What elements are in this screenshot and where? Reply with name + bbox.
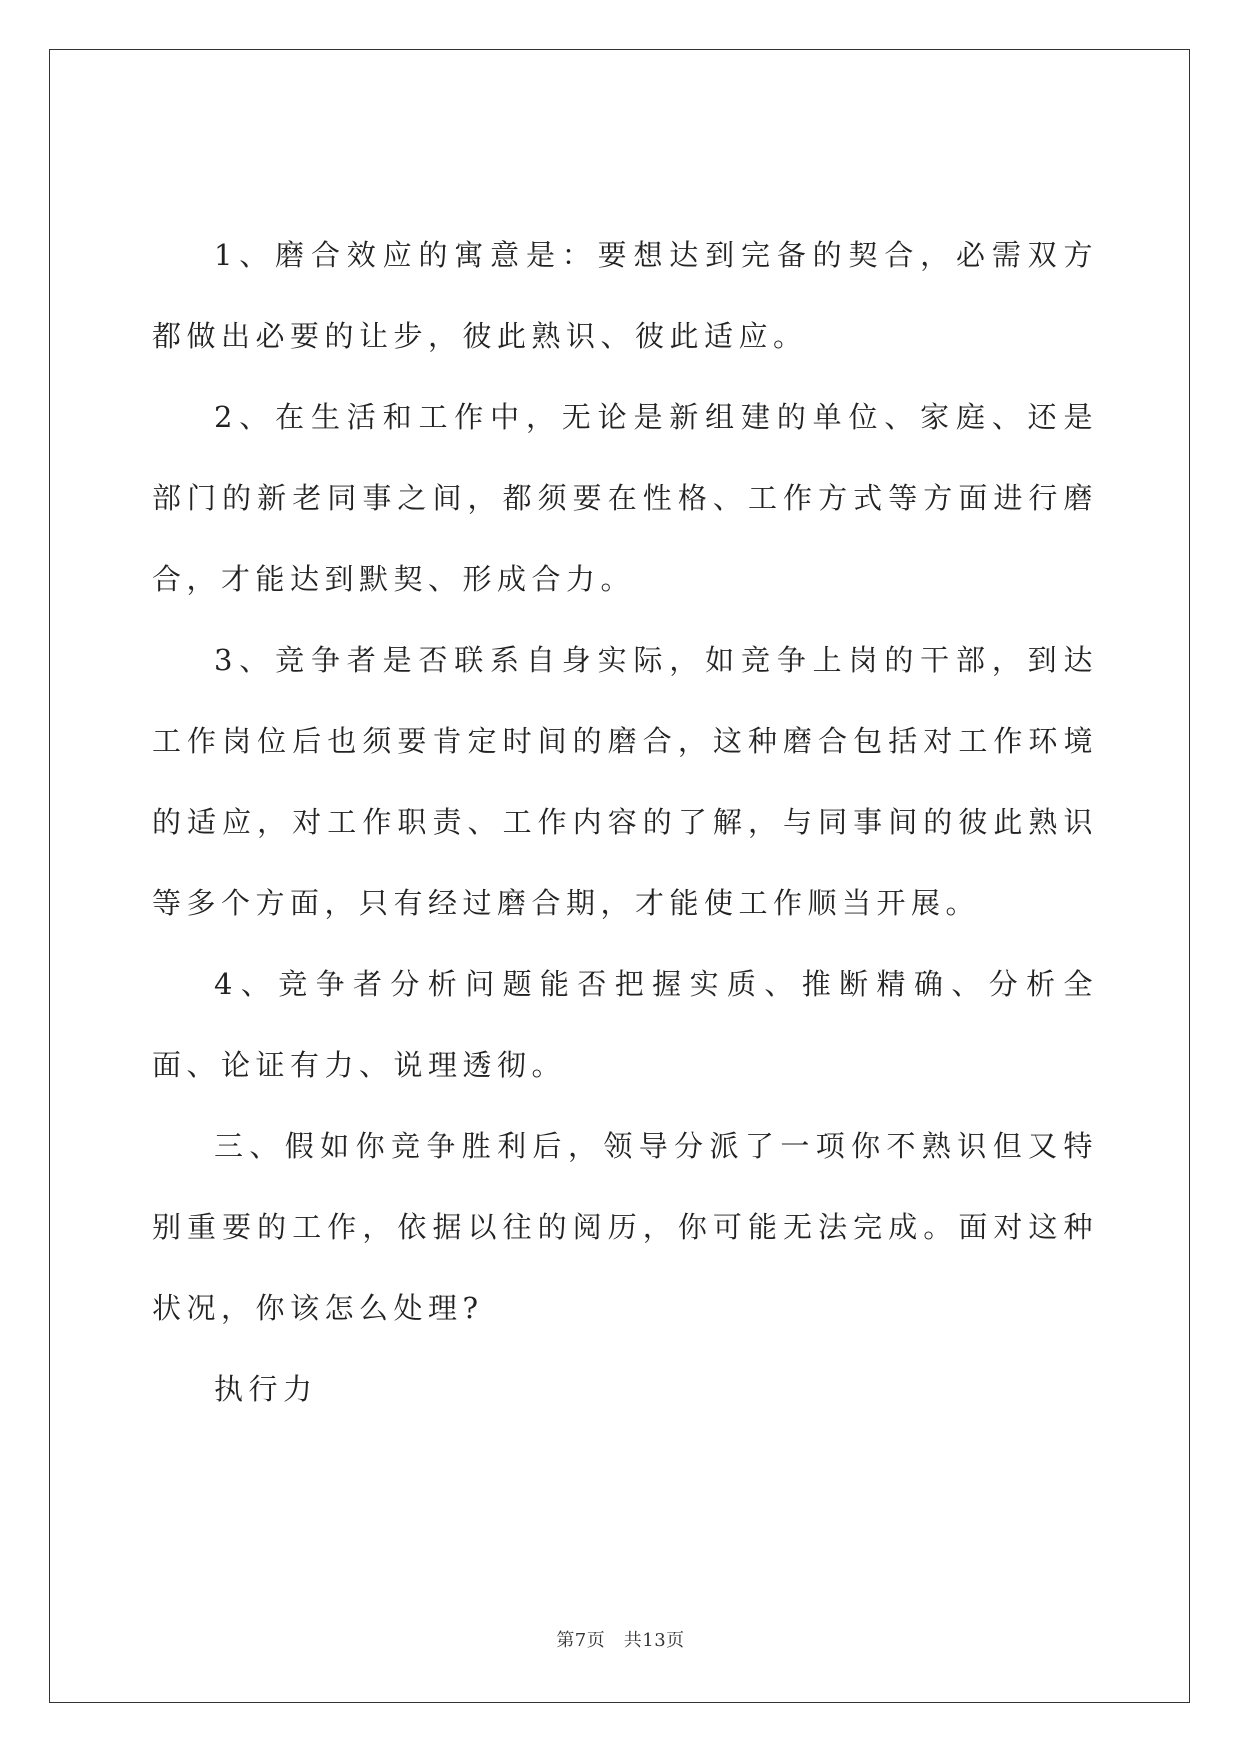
paragraph-2: 2、在生活和工作中，无论是新组建的单位、家庭、还是部门的新老同事之间，都须要在性格、工作方式等方面进行磨合，才能达到默契、形成合力。 [152,400,1098,596]
paragraph-3: 3、竞争者是否联系自身实际，如竞争上岗的干部，到达工作岗位后也须要肯定时间的磨合，这种磨合包括对工作环境的适应，对工作职责、工作内容的了解，与同事间的彼此熟识等多个方面，只有经过磨合期，才能使工作顺当开展。 [152,643,1098,920]
document-body [152,215,1098,1430]
answer-heading: 执行力 [214,1372,318,1406]
question-paragraph: 三、假如你竞争胜利后，领导分派了一项你不熟识但又特别重要的工作，依据以往的阅历，你可能无法完成。面对这种状况，你该怎么处理? [152,1129,1098,1325]
paragraph-4: 4、竞争者分析问题能否把握实质、推断精确、分析全面、论证有力、说理透彻。 [152,967,1098,1082]
page-footer: 第7页 共13页 [556,1630,685,1651]
paragraph-1: 1、磨合效应的寓意是：要想达到完备的契合，必需双方都做出必要的让步，彼此熟识、彼此适应。 [152,238,1098,353]
